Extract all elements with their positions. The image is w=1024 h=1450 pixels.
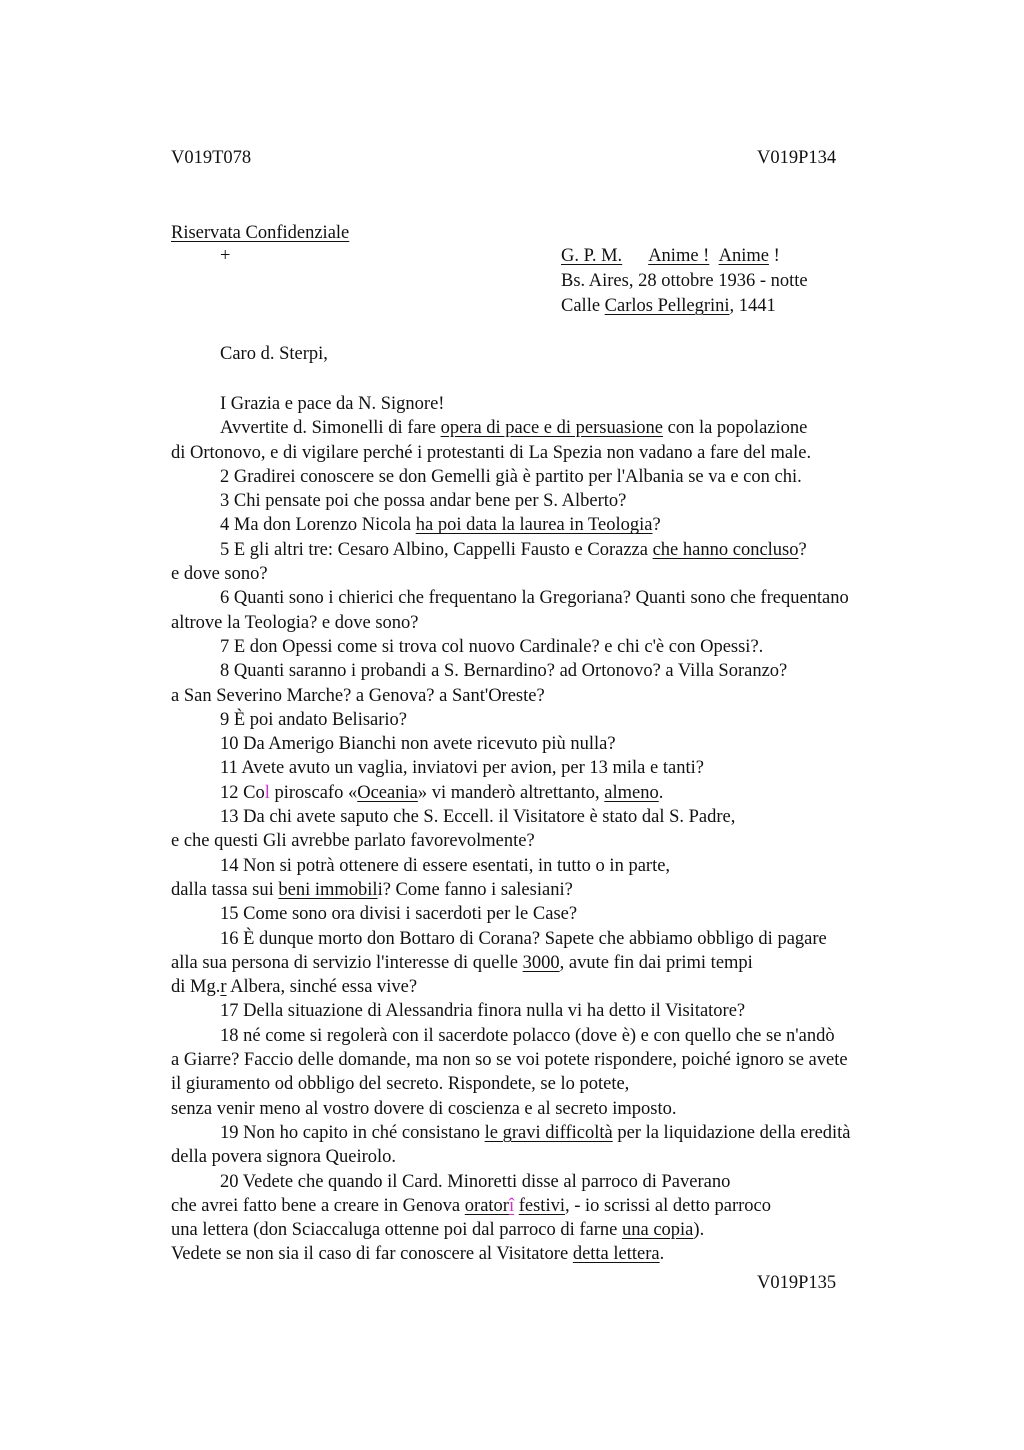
line-text: e che questi Gli avrebbe parlato favorevolmente?: [171, 831, 535, 852]
address-line: [561, 294, 776, 318]
letter-line: [171, 902, 971, 926]
letter-line: [171, 684, 971, 708]
underlined-text: ha poi data la laurea in Teologia: [415, 515, 653, 536]
line-text: 4 Ma don Lorenzo Nicola: [220, 515, 416, 536]
line-text: a Giarre? Faccio delle domande, ma non so se voi potete rispondere, poiché ignoro se avete: [171, 1050, 848, 1071]
letter-line: [171, 392, 971, 416]
cross-mark: +: [220, 246, 231, 266]
line-text: dalla tassa sui: [171, 879, 279, 900]
line-text: l: [264, 782, 270, 803]
letter-line: [171, 975, 971, 999]
line-text: ?: [652, 515, 661, 536]
line-text: 6 Quanti sono i chierici che frequentano la Gregoriana? Quanti sono che frequentano: [220, 588, 849, 609]
letter-line: [171, 1218, 971, 1242]
underlined-text: detta lettera: [572, 1244, 660, 1265]
letter-line: [171, 927, 971, 951]
letter-line: [171, 708, 971, 732]
line-text: 2 Gradirei conoscere se don Gemelli già è partito per l'Albania se va e con chi.: [220, 466, 802, 487]
letter-line: [171, 1048, 971, 1072]
letter-line: [171, 562, 971, 586]
line-text: 15 Come sono ora divisi i sacerdoti per le Case?: [220, 904, 578, 925]
line-text: e dove sono?: [171, 564, 268, 585]
letter-line: [171, 951, 971, 975]
line-text: di Ortonovo, e di vigilare perché i protestanti di La Spezia non vadano a fare del male.: [171, 442, 812, 463]
line-text: a San Severino Marche? a Genova? a Sant'Oreste?: [171, 685, 545, 706]
underlined-text: orator: [464, 1195, 509, 1216]
motto-anime-1: Anime !: [648, 246, 710, 266]
letter-line: [171, 513, 971, 537]
line-text: I Grazia e pace da N. Signore!: [220, 394, 445, 414]
line-text: 19 Non ho capito in ché consistano: [220, 1122, 485, 1143]
letter-line: [171, 1097, 971, 1121]
line-text: » vi manderò altrettanto,: [417, 782, 605, 803]
line-text: ?: [798, 539, 807, 560]
salutation: Caro d. Sterpi,: [220, 344, 328, 364]
line-text: Vedete se non sia il caso di far conoscere al Visitatore: [171, 1244, 573, 1265]
address-prefix: Calle: [561, 296, 605, 316]
underlined-text: una copia: [622, 1220, 694, 1241]
address-number: , 1441: [729, 296, 776, 316]
line-text: per la liquidazione della eredità: [612, 1122, 851, 1143]
letter-body: [171, 392, 971, 1267]
line-text: 18 né come si regolerà con il sacerdote polacco (dove è) e con quello che se n'andò: [220, 1025, 835, 1046]
underlined-text: 3000: [522, 952, 560, 973]
letter-line: [171, 999, 971, 1023]
line-text: una lettera (don Sciaccaluga ottenne poi dal parroco di farne: [171, 1220, 622, 1241]
letter-line: [171, 416, 971, 440]
letter-line: [171, 1072, 971, 1096]
page-code-top: V019P134: [757, 148, 837, 168]
letter-line: [171, 635, 971, 659]
line-text: 17 Della situazione di Alessandria finora nulla vi ha detto il Visitatore?: [220, 1001, 746, 1022]
motto-line: [561, 244, 780, 268]
line-text: i? Come fanno i salesiani?: [377, 879, 573, 900]
underlined-text: almeno: [604, 782, 659, 803]
letter-line: [171, 1145, 971, 1169]
line-text: 5 E gli altri tre: Cesaro Albino, Cappelli Fausto e Corazza: [220, 539, 653, 560]
line-text: Albera, sinché essa vive?: [226, 977, 418, 998]
line-text: il giuramento od obbligo del secreto. Rispondete, se lo potete,: [171, 1074, 630, 1095]
underlined-text: î: [508, 1195, 515, 1216]
line-text: 10 Da Amerigo Bianchi non avete ricevuto più nulla?: [220, 734, 616, 755]
line-text: .: [659, 1244, 665, 1265]
line-text: alla sua persona di servizio l'interesse di quelle: [171, 952, 523, 973]
line-text: Avvertite d. Simonelli di fare: [220, 418, 441, 439]
line-text: 14 Non si potrà ottenere di essere esentati, in tutto o in parte,: [220, 855, 671, 876]
letter-line: [171, 829, 971, 853]
line-text: 12 Co: [220, 782, 265, 803]
line-text: piroscafo «: [269, 782, 358, 803]
line-text: ).: [693, 1220, 705, 1241]
underlined-text: beni immobil: [278, 879, 378, 900]
letter-line: [171, 732, 971, 756]
letter-line: [171, 441, 971, 465]
line-text: , avute fin dai primi tempi: [559, 952, 753, 973]
letter-line: [171, 611, 971, 635]
confidential-label: Riservata Confidenziale: [171, 223, 350, 243]
letter-line: [171, 1194, 971, 1218]
underlined-text: festivi: [518, 1195, 565, 1216]
line-text: 16 È dunque morto don Bottaro di Corana? Sapete che abbiamo obbligo di pagare: [220, 928, 827, 949]
line-text: altrove la Teologia? e dove sono?: [171, 612, 419, 633]
line-text: della povera signora Queirolo.: [171, 1147, 397, 1168]
line-text: senza venir meno al vostro dovere di coscienza e al secreto imposto.: [171, 1098, 677, 1119]
line-text: che avrei fatto bene a creare in Genova: [171, 1195, 465, 1216]
line-text: 8 Quanti saranno i probandi a S. Bernardino? ad Ortonovo? a Villa Soranzo?: [220, 661, 788, 682]
letter-line: [171, 538, 971, 562]
line-text: con la popolazione: [663, 418, 808, 439]
letter-line: [171, 756, 971, 780]
motto-gpm: G. P. M.: [561, 246, 623, 266]
line-text: 13 Da chi avete saputo che S. Eccell. il Visitatore è stato dal S. Padre,: [220, 807, 736, 828]
underlined-text: che hanno concluso: [652, 539, 799, 560]
place-date: Bs. Aires, 28 ottobre 1936 - notte: [561, 271, 808, 291]
line-text: 3 Chi pensate poi che possa andar bene per S. Alberto?: [220, 491, 627, 512]
underlined-text: opera di pace e di persuasione: [440, 418, 663, 439]
line-text: 11 Avete avuto un vaglia, inviatovi per avion, per 13 mila e tanti?: [220, 758, 704, 779]
motto-exclamation: !: [773, 246, 780, 266]
document-code-left: V019T078: [171, 148, 252, 168]
line-text: di Mg.: [171, 977, 221, 998]
letter-line: [171, 878, 971, 902]
letter-line: [171, 1024, 971, 1048]
line-text: 7 E don Opessi come si trova col nuovo Cardinale? e chi c'è con Opessi?.: [220, 636, 764, 657]
line-text: 9 È poi andato Belisario?: [220, 709, 408, 730]
letter-line: [171, 1121, 971, 1145]
letter-line: [171, 489, 971, 513]
motto-anime-2: Anime: [718, 246, 769, 266]
letter-line: [171, 781, 971, 805]
letter-line: [171, 805, 971, 829]
line-text: , - io scrissi al detto parroco: [564, 1195, 771, 1216]
page-code-bottom: V019P135: [757, 1273, 837, 1293]
letter-line: [171, 586, 971, 610]
underlined-text: r: [220, 977, 227, 998]
line-text: .: [658, 782, 664, 803]
letter-line: [171, 465, 971, 489]
letter-line: [171, 1170, 971, 1194]
underlined-text: le gravi difficoltà: [484, 1122, 613, 1143]
line-text: 20 Vedete che quando il Card. Minoretti disse al parroco di Paverano: [220, 1171, 731, 1192]
letter-line: [171, 854, 971, 878]
address-street: Carlos Pellegrini: [604, 296, 730, 316]
letter-line: [171, 1242, 971, 1266]
letter-line: [171, 659, 971, 683]
underlined-text: Oceania: [357, 782, 418, 803]
